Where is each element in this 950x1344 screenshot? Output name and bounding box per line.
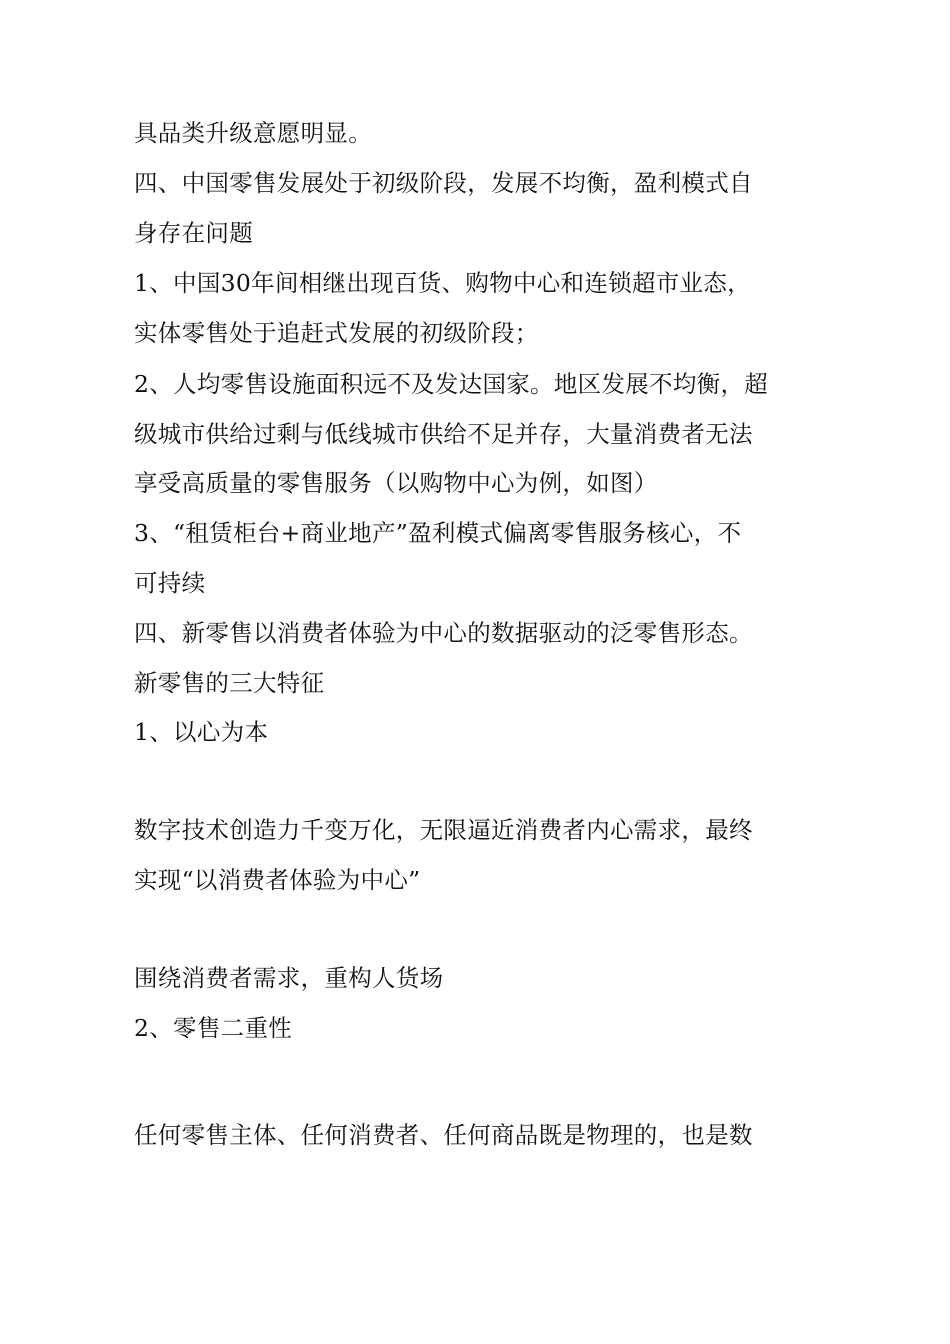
subheading-three-features: 新零售的三大特征 — [134, 669, 325, 697]
list-item-3-cont: 可持续 — [134, 569, 206, 597]
feature-1-heading: 1、以心为本 — [134, 718, 269, 746]
list-item-3: 3、“租赁柜台+商业地产”盈利模式偏离零售服务核心，不 — [134, 519, 742, 547]
feature-1-paragraph-cont: 实现“以消费者体验为中心” — [134, 866, 421, 894]
feature-2-paragraph: 任何零售主体、任何消费者、任何商品既是物理的，也是数 — [134, 1121, 753, 1149]
list-item-2: 2、人均零售设施面积远不及发达国家。地区发展不均衡，超 — [134, 370, 769, 398]
section-heading-four-a: 四、中国零售发展处于初级阶段，发展不均衡，盈利模式自 — [134, 169, 753, 197]
list-item-2-cont-1: 级城市供给过剩与低线城市供给不足并存，大量消费者无法 — [134, 420, 753, 448]
feature-2-heading: 2、零售二重性 — [134, 1014, 293, 1042]
section-heading-four-b: 四、新零售以消费者体验为中心的数据驱动的泛零售形态。 — [134, 619, 753, 647]
list-item-2-cont-2: 享受高质量的零售服务（以购物中心为例，如图） — [134, 469, 658, 497]
text-line-1: 具品类升级意愿明显。 — [134, 119, 372, 147]
list-item-1: 1、中国30年间相继出现百货、购物中心和连锁超市业态， — [134, 269, 751, 297]
feature-1-paragraph: 数字技术创造力千变万化，无限逼近消费者内心需求，最终 — [134, 816, 753, 844]
feature-1-summary: 围绕消费者需求，重构人货场 — [134, 964, 444, 992]
section-heading-four-a-cont: 身存在问题 — [134, 219, 253, 247]
list-item-1-cont: 实体零售处于追赶式发展的初级阶段； — [134, 319, 539, 347]
